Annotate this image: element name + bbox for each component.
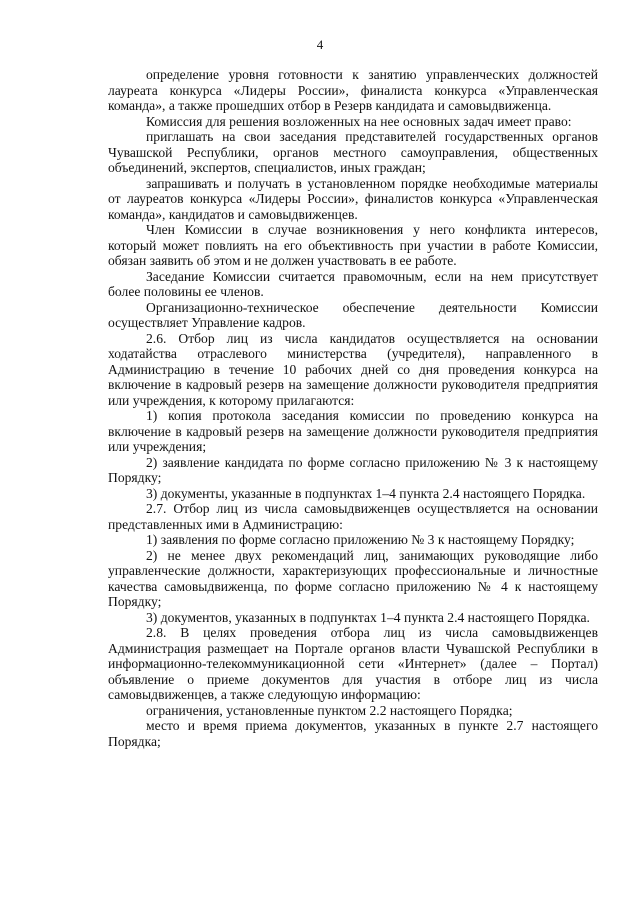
paragraph: 1) заявления по форме согласно приложению № 3 к настоящему Порядку; <box>146 532 575 547</box>
paragraph: запрашивать и получать в установленном порядке необходимые материалы от лауреатов конкурса «Лидеры России», финалистов конкурса «Управленческая команда», кандидатов и самовыдвиженцев. <box>108 175 598 222</box>
paragraph: место и время приема документов, указанных в пункте 2.7 настоящего Порядка; <box>108 718 598 749</box>
document-body <box>108 67 598 749</box>
paragraph: 2) не менее двух рекомендаций лиц, занимающих руководящие либо управленческие должности, характеризующих профессиональные и личностные качества самовыдвиженца, по форме согласно приложению № 4 к настоящему Порядку; <box>108 547 598 609</box>
paragraph: Член Комиссии в случае возникновения у него конфликта интересов, который может повлиять на его объективность при участии в работе Комиссии, обязан заявить об этом и не должен участвовать в ее работе. <box>108 222 598 268</box>
paragraph: 1) копия протокола заседания комиссии по проведению конкурса на включение в кадровый резерв на замещение должности руководителя предприятия или учреждения; <box>108 408 598 454</box>
paragraph: Комиссия для решения возложенных на нее основных задач имеет право: <box>146 113 572 129</box>
paragraph: приглашать на свои заседания представителей государственных органов Чувашской Республики, органов местного самоуправления, общественных объединений, экспертов, специалистов, иных граждан; <box>108 129 598 175</box>
paragraph: Организационно-техническое обеспечение деятельности Комиссии осуществляет Управление кадров. <box>108 299 598 330</box>
paragraph: Заседание Комиссии считается правомочным, если на нем присутствует более половины ее членов. <box>108 268 598 299</box>
paragraph: 2.7. Отбор лиц из числа самовыдвиженцев осуществляется на основании представленных ими в Администрацию: <box>108 501 598 532</box>
paragraph: 2.6. Отбор лиц из числа кандидатов осуществляется на основании ходатайства отраслевого министерства (учредителя), направленного в Администрацию в течение 10 рабочих дней со дня проведения конкурса на включение в кадровый резерв на замещение должности руководителя предприятия или учреждения, к которому прилагаются: <box>108 330 598 408</box>
paragraph: ограничения, установленные пунктом 2.2 настоящего Порядка; <box>146 702 513 718</box>
paragraph: 2.8. В целях проведения отбора лиц из числа самовыдвиженцев Администрация размещает на Портале органов власти Чувашской Республики в информационно-телекоммуникационной сети «Интернет» (далее – Портал) объявление о приеме документов для участия в отборе лиц из числа самовыдвиженцев, а также следующую информацию: <box>108 625 598 702</box>
paragraph: 3) документы, указанные в подпунктах 1–4 пункта 2.4 настоящего Порядка. <box>146 485 586 501</box>
paragraph: 2) заявление кандидата по форме согласно приложению № 3 к настоящему Порядку; <box>108 454 598 485</box>
page-number: 4 <box>316 37 324 52</box>
paragraph: 3) документов, указанных в подпунктах 1–4 пункта 2.4 настоящего Порядка. <box>146 609 590 625</box>
paragraph: определение уровня готовности к занятию управленческих должностей лауреата конкурса «Лидеры России», финалиста конкурса «Управленческая команда», а также прошедших отбор в Резерв кандидата и самовыдвиженца. <box>108 67 598 113</box>
